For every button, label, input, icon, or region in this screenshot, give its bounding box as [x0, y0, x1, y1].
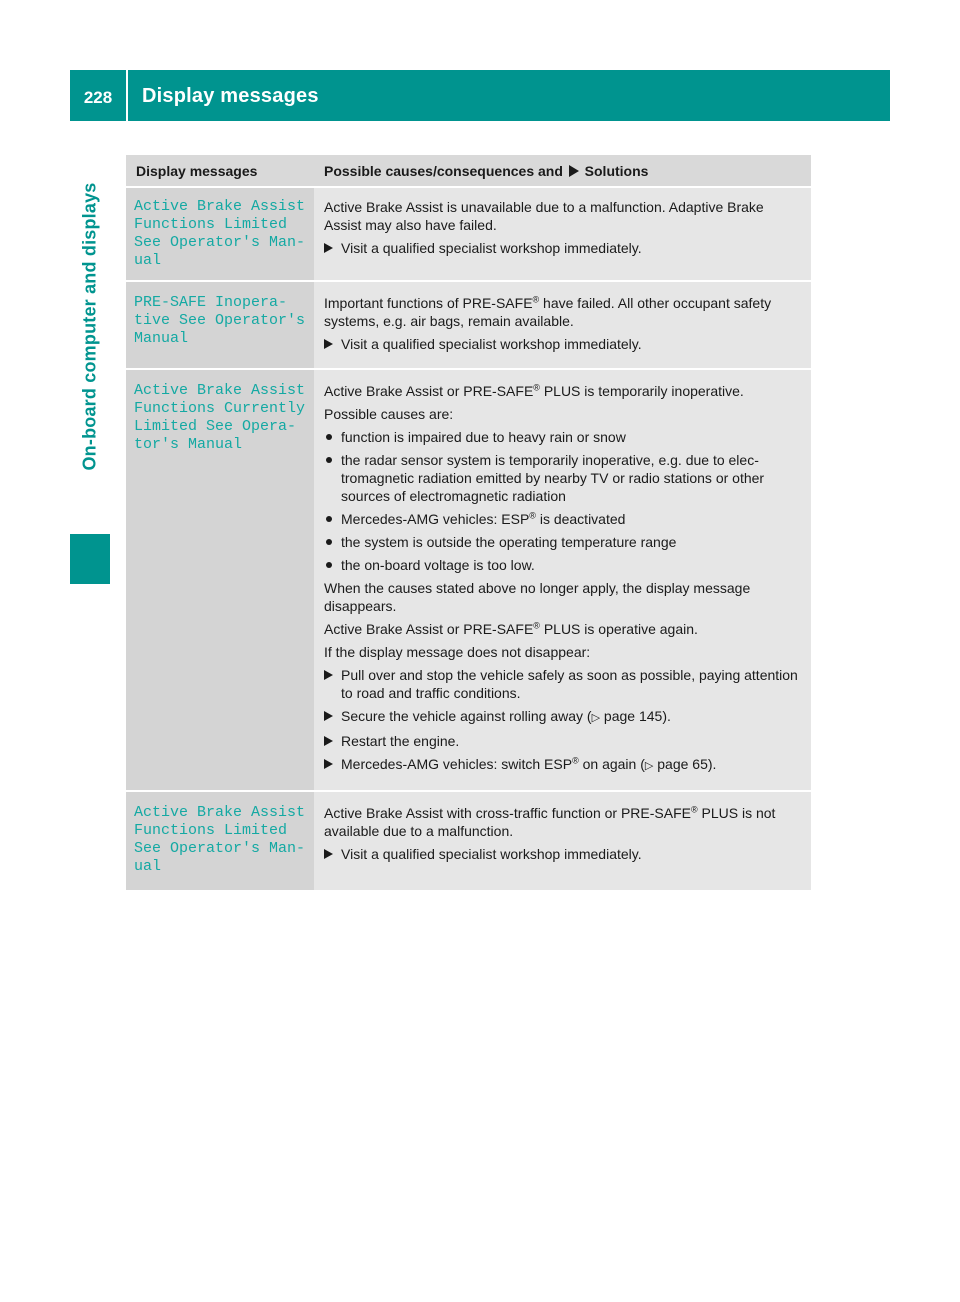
page-reference-link[interactable]: page 65).	[653, 756, 717, 772]
action-arrow-icon	[324, 849, 333, 859]
solution-step: Visit a qualified specialist workshop immediately.	[324, 239, 803, 257]
table-row	[126, 187, 811, 281]
registered-mark: ®	[690, 804, 698, 815]
registered-mark: ®	[532, 294, 540, 305]
message-cell	[126, 187, 314, 281]
table-row	[126, 281, 811, 369]
message-cell	[126, 281, 314, 369]
action-arrow-icon	[324, 670, 333, 680]
display-message-text: Active Brake Assist Functions Limited See Operator's Man‐ ual	[134, 198, 306, 269]
solution-step: Restart the engine.	[324, 732, 803, 750]
action-arrow-icon	[324, 339, 333, 349]
page-title: Display messages	[142, 85, 319, 107]
action-arrow-icon	[324, 243, 333, 253]
chapter-title: On-board computer and displays	[79, 181, 100, 471]
action-arrow-icon	[324, 759, 333, 769]
bullet-item: the system is outside the operating temperature range	[324, 533, 803, 551]
message-cell	[126, 791, 314, 891]
description-paragraph: When the causes stated above no longer apply, the display message disappears.	[324, 580, 751, 614]
description-paragraph: Important functions of PRE-SAFE® have failed. All other occupant safety systems, e.g. air bags, remain available.	[324, 294, 772, 329]
solution-step: Secure the vehicle against rolling away (▷ page 145).	[324, 707, 803, 727]
page-header	[70, 70, 890, 121]
description-paragraph: If the display message does not disappear:	[324, 644, 591, 660]
page-reference-icon: ▷	[644, 760, 654, 772]
table-header-row	[126, 155, 811, 187]
bullet-item: the on-board voltage is too low.	[324, 556, 803, 574]
bullet-icon	[326, 457, 332, 463]
page-reference-link[interactable]: page 145).	[600, 708, 671, 724]
description-cell	[314, 791, 811, 891]
column-header-display-messages: Display messages	[126, 155, 314, 187]
description-cell	[314, 281, 811, 369]
description-paragraph: Active Brake Assist or PRE-SAFE® PLUS is temporarily inoperative.	[324, 382, 744, 399]
description-paragraph: Active Brake Assist is unavailable due to a malfunction. Adaptive Brake Assist may also have failed.	[324, 199, 764, 233]
bullet-item: function is impaired due to heavy rain or snow	[324, 428, 803, 446]
description-paragraph: Active Brake Assist with cross-traffic function or PRE-SAFE® PLUS is not available due to a malfunction.	[324, 804, 776, 839]
table-row	[126, 369, 811, 791]
bullet-item: the radar sensor system is temporarily inoperative, e.g. due to elec‐ tromagnetic radiation emitted by nearby TV or radio stations or other sources of electromagnetic radiation	[324, 451, 803, 505]
message-cell	[126, 369, 314, 791]
action-arrow-icon	[324, 711, 333, 721]
description-paragraph: Possible causes are:	[324, 406, 454, 422]
table-row	[126, 791, 811, 891]
description-cell	[314, 369, 811, 791]
bullet-icon	[326, 562, 332, 568]
chapter-marker-block	[70, 534, 110, 584]
chapter-side-label	[70, 121, 110, 531]
registered-mark: ®	[533, 620, 540, 631]
display-message-text: PRE-SAFE Inopera‐ tive See Operator's Manual	[134, 294, 306, 347]
description-cell	[314, 187, 811, 281]
bullet-item: Mercedes-AMG vehicles: ESP® is deactivated	[324, 510, 803, 528]
solution-step: Visit a qualified specialist workshop immediately.	[324, 845, 803, 863]
bullet-icon	[326, 516, 332, 522]
solution-step: Visit a qualified specialist workshop immediately.	[324, 335, 803, 353]
registered-mark: ®	[533, 382, 540, 393]
solution-step: Pull over and stop the vehicle safely as soon as possible, paying attention to road and traffic conditions.	[324, 666, 803, 702]
bullet-icon	[326, 539, 332, 545]
display-message-text: Active Brake Assist Functions Limited See Operator's Man‐ ual	[134, 804, 306, 875]
registered-mark: ®	[529, 510, 536, 521]
page-reference-icon: ▷	[591, 712, 601, 724]
column-header-causes-solutions: Possible causes/consequences and Solutions	[314, 155, 811, 187]
description-paragraph: Active Brake Assist or PRE-SAFE® PLUS is operative again.	[324, 620, 698, 637]
solution-step: Mercedes-AMG vehicles: switch ESP® on again (▷ page 65).	[324, 755, 803, 775]
registered-mark: ®	[572, 755, 579, 766]
page-number: 228	[83, 87, 113, 107]
action-arrow-icon	[569, 165, 579, 177]
display-message-text: Active Brake Assist Functions Currently Limited See Opera‐ tor's Manual	[134, 382, 306, 453]
display-messages-table	[126, 155, 811, 892]
action-arrow-icon	[324, 736, 333, 746]
bullet-icon	[326, 434, 332, 440]
